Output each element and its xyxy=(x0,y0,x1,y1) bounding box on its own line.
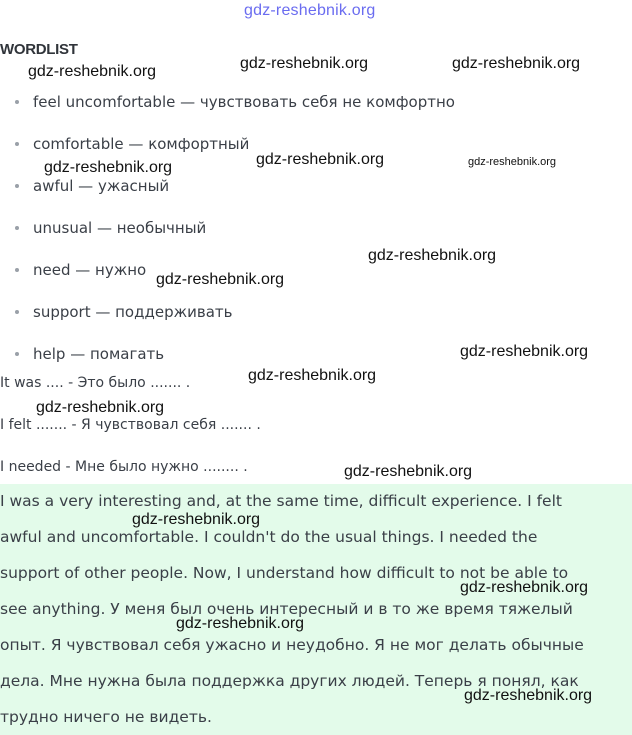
list-item-text: awful — ужасный xyxy=(33,177,170,195)
bullet-icon xyxy=(15,352,19,356)
list-item xyxy=(0,172,455,214)
list-item-text: support — поддерживать xyxy=(33,303,233,321)
list-item-text: unusual — необычный xyxy=(33,219,207,237)
watermark: gdz-reshebnik.org xyxy=(240,55,369,72)
bullet-icon xyxy=(15,142,19,146)
watermark: gdz-reshebnik.org xyxy=(460,343,589,360)
watermark: gdz-reshebnik.org xyxy=(44,159,173,176)
bullet-icon xyxy=(15,184,19,188)
answer-line: трудно ничего не видеть. xyxy=(0,708,212,726)
watermark: gdz-reshebnik.org xyxy=(156,271,285,288)
wordlist-heading: WORDLIST xyxy=(0,41,78,58)
list-item-text: feel uncomfortable — чувствовать себя не комфортно xyxy=(33,93,455,111)
list-item-text: help — помагать xyxy=(33,345,165,363)
watermark: gdz-reshebnik.org xyxy=(36,399,165,416)
list-item xyxy=(0,298,455,340)
answer-line: дела. Мне нужна была поддержка других людей. Теперь я понял, как xyxy=(0,672,579,690)
answer-line: awful and uncomfortable. I couldn't do the usual things. I needed the xyxy=(0,528,538,546)
bullet-icon xyxy=(15,268,19,272)
wordlist xyxy=(0,88,455,382)
watermark: gdz-reshebnik.org xyxy=(468,156,557,168)
bullet-icon xyxy=(15,226,19,230)
bullet-icon xyxy=(15,310,19,314)
answer-line: опыт. Я чувствовал себя ужасно и неудобно. Я не мог делать обычные xyxy=(0,636,584,654)
answer-line: support of other people. Now, I understand how difficult to not be able to xyxy=(0,564,569,582)
watermark: gdz-reshebnik.org xyxy=(256,151,385,168)
watermark: gdz-reshebnik.org xyxy=(248,367,377,384)
watermark: gdz-reshebnik.org xyxy=(452,55,581,72)
phrase-it-was: It was .... - Это было ....... . xyxy=(0,375,191,391)
list-item-text: comfortable — комфортный xyxy=(33,135,250,153)
watermark: gdz-reshebnik.org xyxy=(132,511,261,528)
bullet-icon xyxy=(15,100,19,104)
watermark: gdz-reshebnik.org xyxy=(176,615,305,632)
watermark: gdz-reshebnik.org xyxy=(368,247,497,264)
watermark: gdz-reshebnik.org xyxy=(28,63,157,80)
list-item xyxy=(0,88,455,130)
list-item-text: need — нужно xyxy=(33,261,147,279)
watermark: gdz-reshebnik.org xyxy=(460,579,589,596)
answer-line: I was a very interesting and, at the same time, difficult experience. I felt xyxy=(0,492,562,510)
watermark: gdz-reshebnik.org xyxy=(464,687,593,704)
site-watermark: gdz-reshebnik.org xyxy=(244,2,376,19)
answer-line: see anything. У меня был очень интересный и в то же время тяжелый xyxy=(0,600,573,618)
phrase-i-felt: I felt ....... - Я чувствовал себя ....... . xyxy=(0,417,261,433)
phrase-i-needed: I needed - Мне было нужно ........ . xyxy=(0,459,248,475)
watermark: gdz-reshebnik.org xyxy=(344,463,473,480)
